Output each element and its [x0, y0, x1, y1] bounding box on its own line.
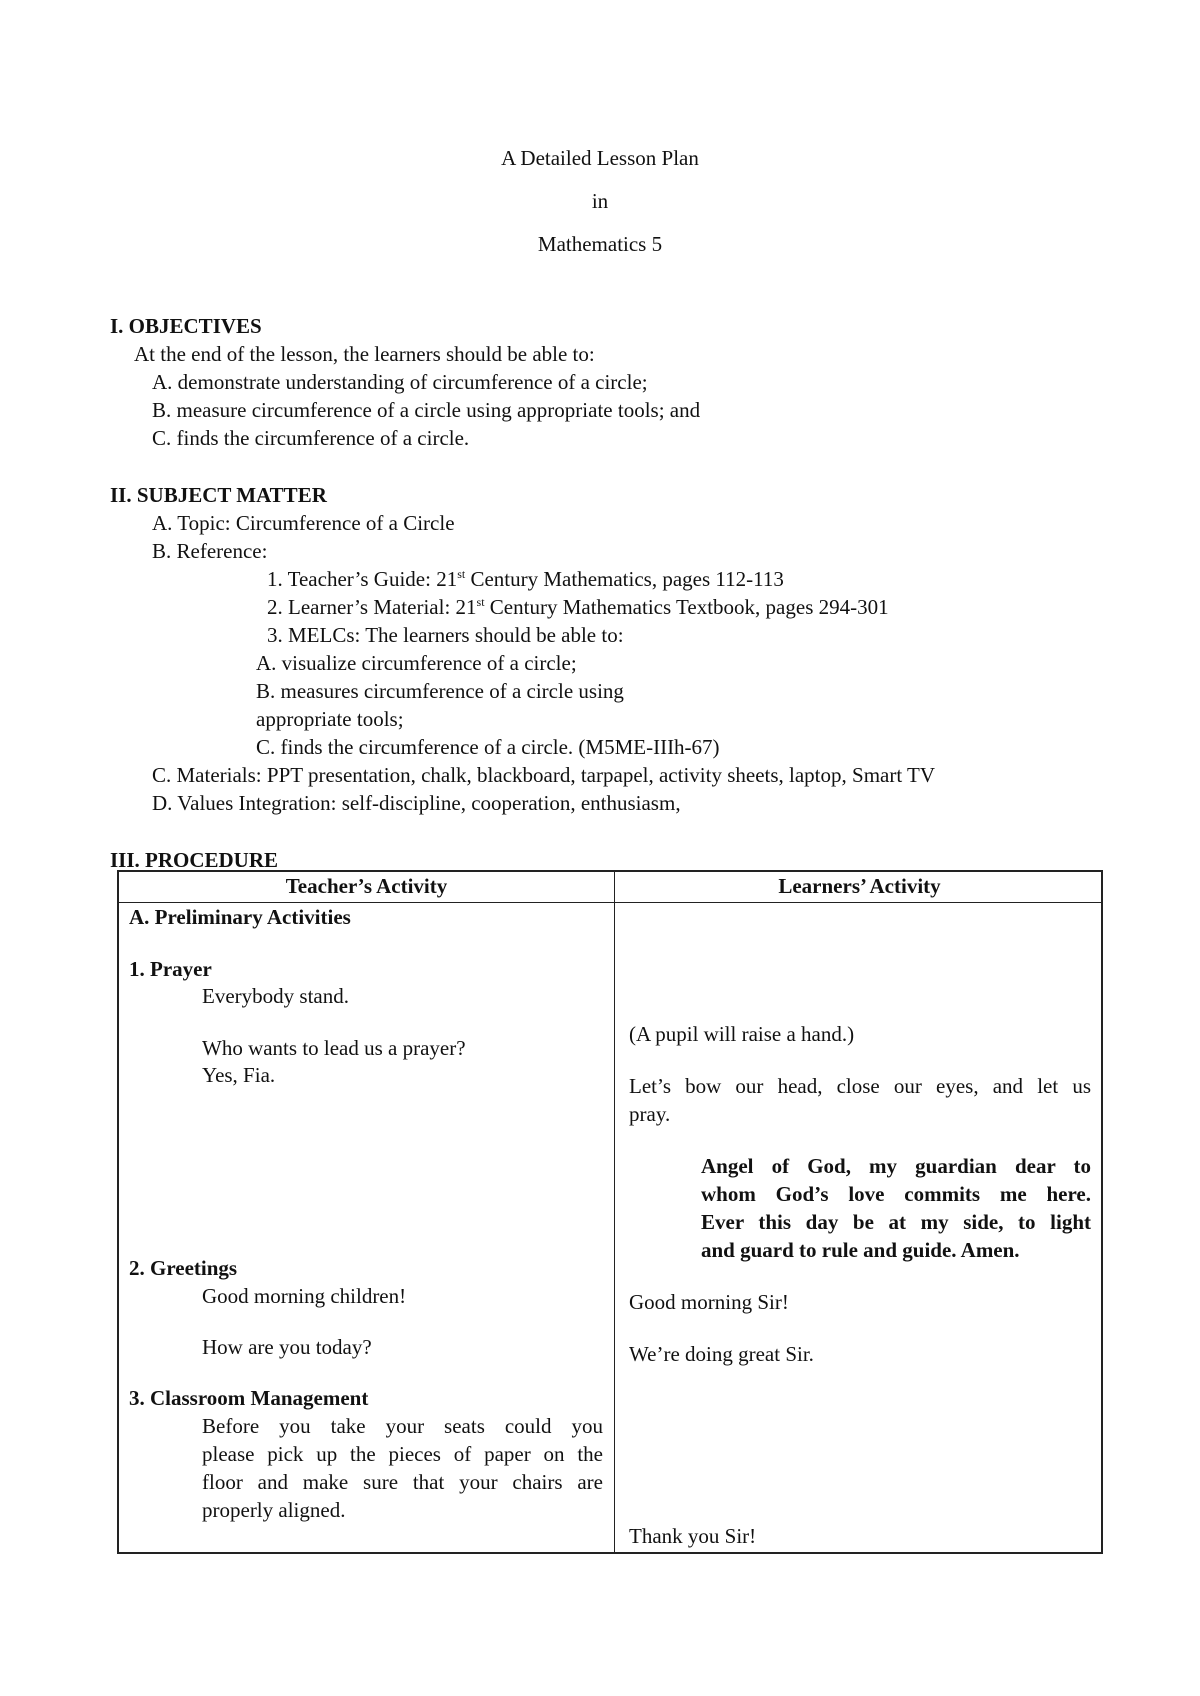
teacher-line: Who wants to lead us a prayer?: [202, 1036, 466, 1060]
reference-item: 1. Teacher’s Guide: 21st Century Mathematics, pages 112-113: [267, 567, 784, 591]
prayer-text-line: and guard to rule and guide. Amen.: [701, 1238, 1020, 1262]
objective-item: B. measure circumference of a circle using appropriate tools; and: [152, 398, 701, 422]
reference-item: 2. Learner’s Material: 21st Century Mathematics Textbook, pages 294-301: [267, 595, 889, 619]
objectives-intro: At the end of the lesson, the learners should be able to:: [134, 342, 595, 366]
prayer-text-line: Angel of God, my guardian dear to: [701, 1154, 1091, 1178]
subject-matter-heading: II. SUBJECT MATTER: [110, 483, 327, 507]
teacher-line: Before you take your seats could you: [202, 1414, 603, 1438]
document-subject: Mathematics 5: [537, 232, 663, 256]
teacher-line: floor and make sure that your chairs are: [202, 1470, 603, 1494]
document-title: A Detailed Lesson Plan: [501, 146, 699, 170]
learner-line: Thank you Sir!: [629, 1524, 757, 1548]
topic-line: A. Topic: Circumference of a Circle: [152, 511, 455, 535]
prayer-heading: 1. Prayer: [129, 957, 212, 981]
procedure-table: [117, 870, 1103, 1554]
preliminary-heading: A. Preliminary Activities: [129, 905, 351, 929]
teacher-line: Everybody stand.: [202, 984, 349, 1008]
learner-line: Let’s bow our head, close our eyes, and let us: [629, 1074, 1091, 1098]
objective-item: C. finds the circumference of a circle.: [152, 426, 470, 450]
materials-line: C. Materials: PPT presentation, chalk, blackboard, tarpapel, activity sheets, laptop, Smart TV: [152, 763, 936, 787]
header-divider: [119, 902, 1101, 903]
melc-item: A. visualize circumference of a circle;: [256, 651, 577, 675]
melc-item: C. finds the circumference of a circle. (M5ME-IIIh-67): [256, 735, 720, 759]
melc-item-continued: appropriate tools;: [256, 707, 404, 731]
learners-column-header: Learners’ Activity: [778, 874, 941, 898]
learner-line: pray.: [629, 1102, 671, 1126]
reference-item: 3. MELCs: The learners should be able to:: [267, 623, 624, 647]
teacher-line: How are you today?: [202, 1335, 372, 1359]
melc-item: B. measures circumference of a circle using: [256, 679, 624, 703]
teacher-line: properly aligned.: [202, 1498, 346, 1522]
column-divider: [614, 872, 615, 1552]
document-title-in: in: [591, 189, 609, 213]
learner-line: We’re doing great Sir.: [629, 1342, 814, 1366]
values-line: D. Values Integration: self-discipline, cooperation, enthusiasm,: [152, 791, 681, 815]
learner-line: Good morning Sir!: [629, 1290, 789, 1314]
reference-line: B. Reference:: [152, 539, 268, 563]
objective-item: A. demonstrate understanding of circumference of a circle;: [152, 370, 648, 394]
procedure-heading: III. PROCEDURE: [110, 848, 279, 872]
learner-line: (A pupil will raise a hand.): [629, 1022, 855, 1046]
teacher-line: please pick up the pieces of paper on the: [202, 1442, 603, 1466]
greetings-heading: 2. Greetings: [129, 1256, 238, 1280]
teacher-line: Yes, Fia.: [202, 1063, 276, 1087]
classroom-management-heading: 3. Classroom Management: [129, 1386, 369, 1410]
prayer-text-line: Ever this day be at my side, to light: [701, 1210, 1091, 1234]
prayer-text-line: whom God’s love commits me here.: [701, 1182, 1091, 1206]
objectives-heading: I. OBJECTIVES: [110, 314, 262, 338]
teacher-column-header: Teacher’s Activity: [285, 874, 448, 898]
teacher-line: Good morning children!: [202, 1284, 407, 1308]
